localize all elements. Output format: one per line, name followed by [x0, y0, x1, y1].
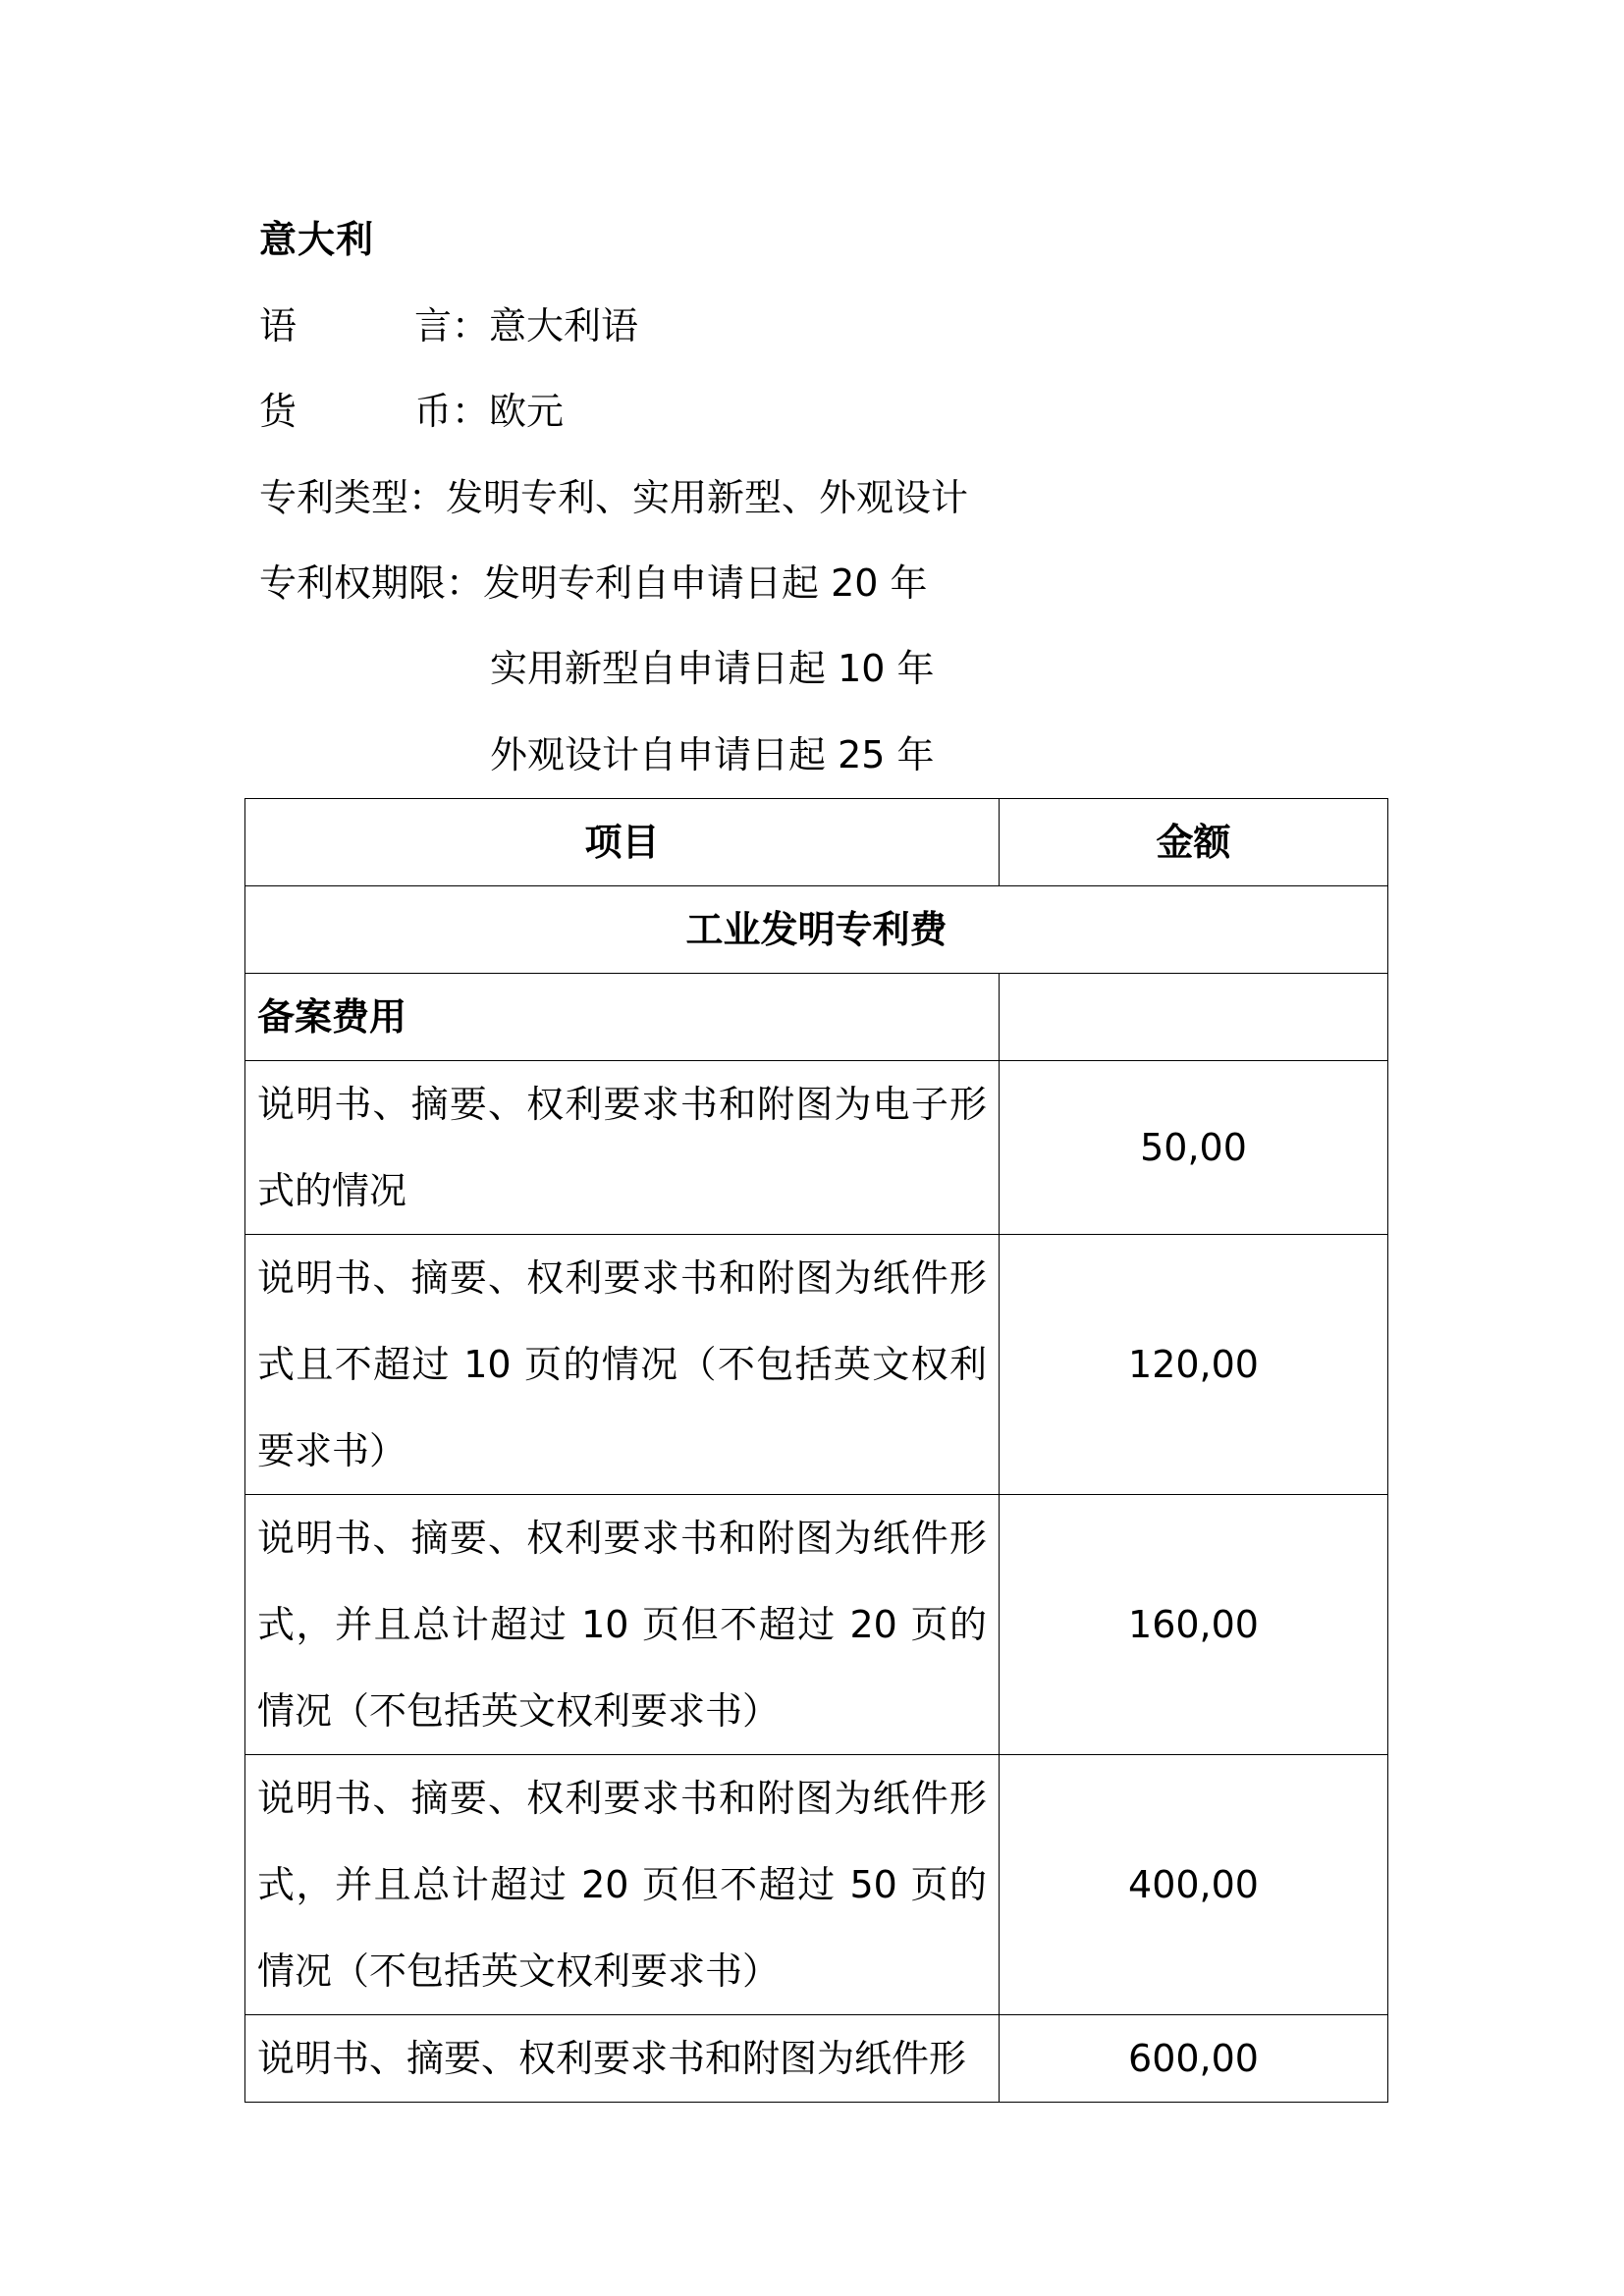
patent-term-label: 专利权期限	[259, 561, 447, 605]
table-row	[245, 1235, 1388, 1495]
patent-term-design-line: 外观设计自申请日起 25 年	[490, 733, 935, 776]
colon: ：	[452, 304, 490, 347]
patent-term-line	[259, 558, 928, 609]
row-amount: 120,00	[1000, 1235, 1388, 1495]
language-line	[259, 300, 638, 351]
patent-term-invention: 发明专利自申请日起 20 年	[483, 561, 928, 605]
row-amount: 600,00	[1000, 2015, 1388, 2103]
currency-label: 货 币	[259, 390, 452, 433]
row-item: 说明书、摘要、权利要求书和附图为纸件形式，并且总计超过 10 页但不超过 20 页的情况（不包括英文权利要求书）	[245, 1495, 1000, 1755]
row-amount: 160,00	[1000, 1495, 1388, 1755]
colon: ：	[452, 390, 490, 433]
row-amount: 50,00	[1000, 1061, 1388, 1235]
row-item: 说明书、摘要、权利要求书和附图为纸件形式且不超过 10 页的情况（不包括英文权利要求书）	[245, 1235, 1000, 1495]
subsection-amount	[1000, 974, 1388, 1061]
fee-table	[244, 798, 1388, 2103]
subsection-row	[245, 974, 1388, 1061]
colon: ：	[446, 561, 484, 605]
language-value: 意大利语	[489, 304, 639, 347]
section-title: 工业发明专利费	[245, 886, 1388, 974]
header-amount: 金额	[1000, 799, 1388, 886]
table-row	[245, 1755, 1388, 2015]
row-item: 说明书、摘要、权利要求书和附图为纸件形	[245, 2015, 1000, 2103]
header-item: 项目	[245, 799, 1000, 886]
patent-types-value: 发明专利、实用新型、外观设计	[446, 476, 969, 519]
currency-value: 欧元	[489, 390, 565, 433]
table-header-row	[245, 799, 1388, 886]
currency-line	[259, 386, 564, 437]
table-row	[245, 1061, 1388, 1235]
section-row	[245, 886, 1388, 974]
subsection-title: 备案费用	[245, 974, 1000, 1061]
row-item: 说明书、摘要、权利要求书和附图为纸件形式，并且总计超过 20 页但不超过 50 页的情况（不包括英文权利要求书）	[245, 1755, 1000, 2015]
colon: ：	[408, 476, 447, 519]
language-label: 语 言	[259, 304, 452, 347]
row-amount: 400,00	[1000, 1755, 1388, 2015]
row-item: 说明书、摘要、权利要求书和附图为电子形式的情况	[245, 1061, 1000, 1235]
patent-types-line	[259, 472, 968, 523]
patent-types-label: 专利类型	[259, 476, 409, 519]
table-row	[245, 2015, 1388, 2103]
patent-term-utility-line: 实用新型自申请日起 10 年	[490, 647, 935, 690]
country-heading: 意大利	[259, 218, 375, 261]
table-row	[245, 1495, 1388, 1755]
